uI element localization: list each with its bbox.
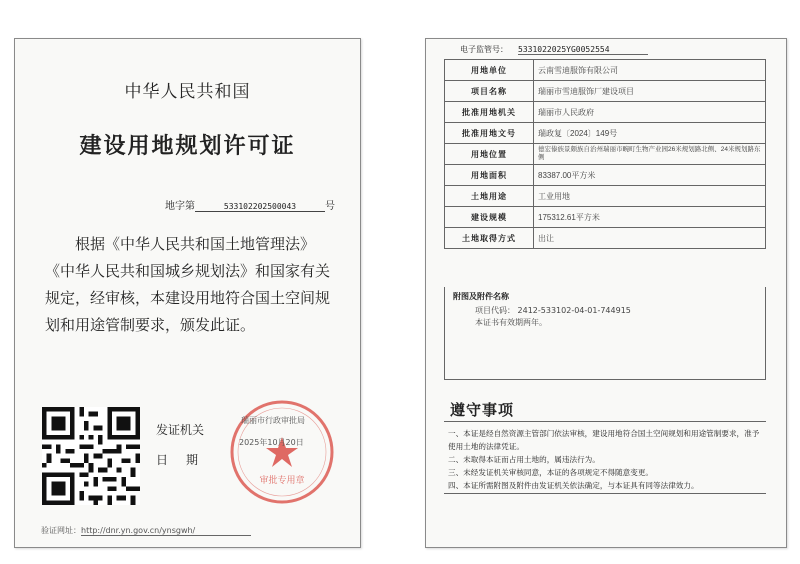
row-label: 土地用途 — [445, 186, 534, 207]
land-info-table — [444, 59, 766, 249]
certificate-body-text: 根据《中华人民共和国土地管理法》《中华人民共和国城乡规划法》和国家有关规定，经审核，本建设用地符合国土空间规划和用途管制要求，颁发此证。 — [45, 235, 331, 334]
table-row — [445, 228, 766, 249]
supervision-number-label: 电子监管号： — [460, 45, 508, 54]
certificate-number-row — [165, 197, 335, 212]
row-value: 瑞丽市人民政府 — [534, 102, 766, 123]
row-label: 用地面积 — [445, 165, 534, 186]
verification-url-row — [41, 525, 251, 536]
svg-text:审批专用章: 审批专用章 — [259, 476, 305, 486]
divider — [444, 493, 766, 494]
row-label: 用地单位 — [445, 60, 534, 81]
table-row — [445, 81, 766, 102]
country-name: 中华人民共和国 — [124, 82, 251, 102]
row-value: 工业用地 — [534, 186, 766, 207]
row-value: 德宏傣族景颇族自治州瑞丽市畹町生物产业园26米规划路北侧、24米规划路东侧 — [534, 144, 766, 165]
row-label: 批准用地机关 — [445, 102, 534, 123]
row-label: 项目名称 — [445, 81, 534, 102]
row-label: 用地位置 — [445, 144, 534, 165]
row-label: 建设规模 — [445, 207, 534, 228]
table-row — [445, 144, 766, 165]
rule-item: 三、未经发证机关审核同意，本证的各项规定不得随意变更。 — [448, 468, 654, 477]
row-value: 瑞政复〔2024〕149号 — [534, 123, 766, 144]
seal-date-text: 2025年10月20日 — [239, 438, 304, 447]
table-row — [445, 102, 766, 123]
attachments-label: 附图及附件名称 — [453, 292, 509, 301]
certificate-back-page — [425, 38, 787, 548]
row-value: 175312.61平方米 — [534, 207, 766, 228]
table-row — [445, 123, 766, 144]
table-row — [445, 186, 766, 207]
rule-item: 四、本证所需附图及附件由发证机关依法确定，与本证具有同等法律效力。 — [448, 481, 699, 490]
rule-item: 二、未取得本证而占用土地的，属违法行为。 — [448, 455, 600, 464]
seal-issuer-text: 瑞丽市行政审批局 — [241, 416, 305, 425]
row-value: 83387.00平方米 — [534, 165, 766, 186]
supervision-number: 5331022025YG0052554 — [518, 45, 648, 55]
row-value: 云南雪迪服饰有限公司 — [534, 60, 766, 81]
qr-code — [42, 407, 140, 505]
issue-date-label: 日期 — [156, 453, 217, 467]
rules-list — [448, 427, 766, 492]
divider — [444, 421, 766, 422]
table-row — [445, 60, 766, 81]
rule-item: 一、本证是经自然资源主管部门依法审核，建设用地符合国土空间规划和用途管制要求，准予使用土地的法律凭证。 — [448, 429, 760, 451]
row-value: 瑞丽市雪迪服饰厂建设项目 — [534, 81, 766, 102]
official-seal-icon — [227, 397, 337, 507]
table-row — [445, 207, 766, 228]
project-code: 项目代码： 2412-533102-04-01-744915 — [475, 306, 631, 315]
number-suffix: 号 — [325, 201, 335, 212]
certificate-front-page — [14, 38, 361, 548]
issuing-authority-label: 发证机关 — [156, 423, 205, 437]
rules-title: 遵守事项 — [450, 401, 515, 419]
row-label: 批准用地文号 — [445, 123, 534, 144]
certificate-title: 建设用地规划许可证 — [79, 134, 296, 159]
verification-url[interactable]: http://dnr.yn.gov.cn/ynsgwh/ — [81, 526, 251, 536]
certificate-number: 533102202500043 — [195, 202, 325, 212]
table-row — [445, 165, 766, 186]
row-value: 出让 — [534, 228, 766, 249]
verification-label: 验证网址： — [41, 526, 81, 535]
row-label: 土地取得方式 — [445, 228, 534, 249]
validity-note: 本证书有效期两年。 — [475, 318, 547, 327]
attachments-section — [444, 287, 766, 380]
electronic-supervision-number-row — [460, 44, 648, 55]
number-prefix: 地字第 — [165, 201, 195, 212]
